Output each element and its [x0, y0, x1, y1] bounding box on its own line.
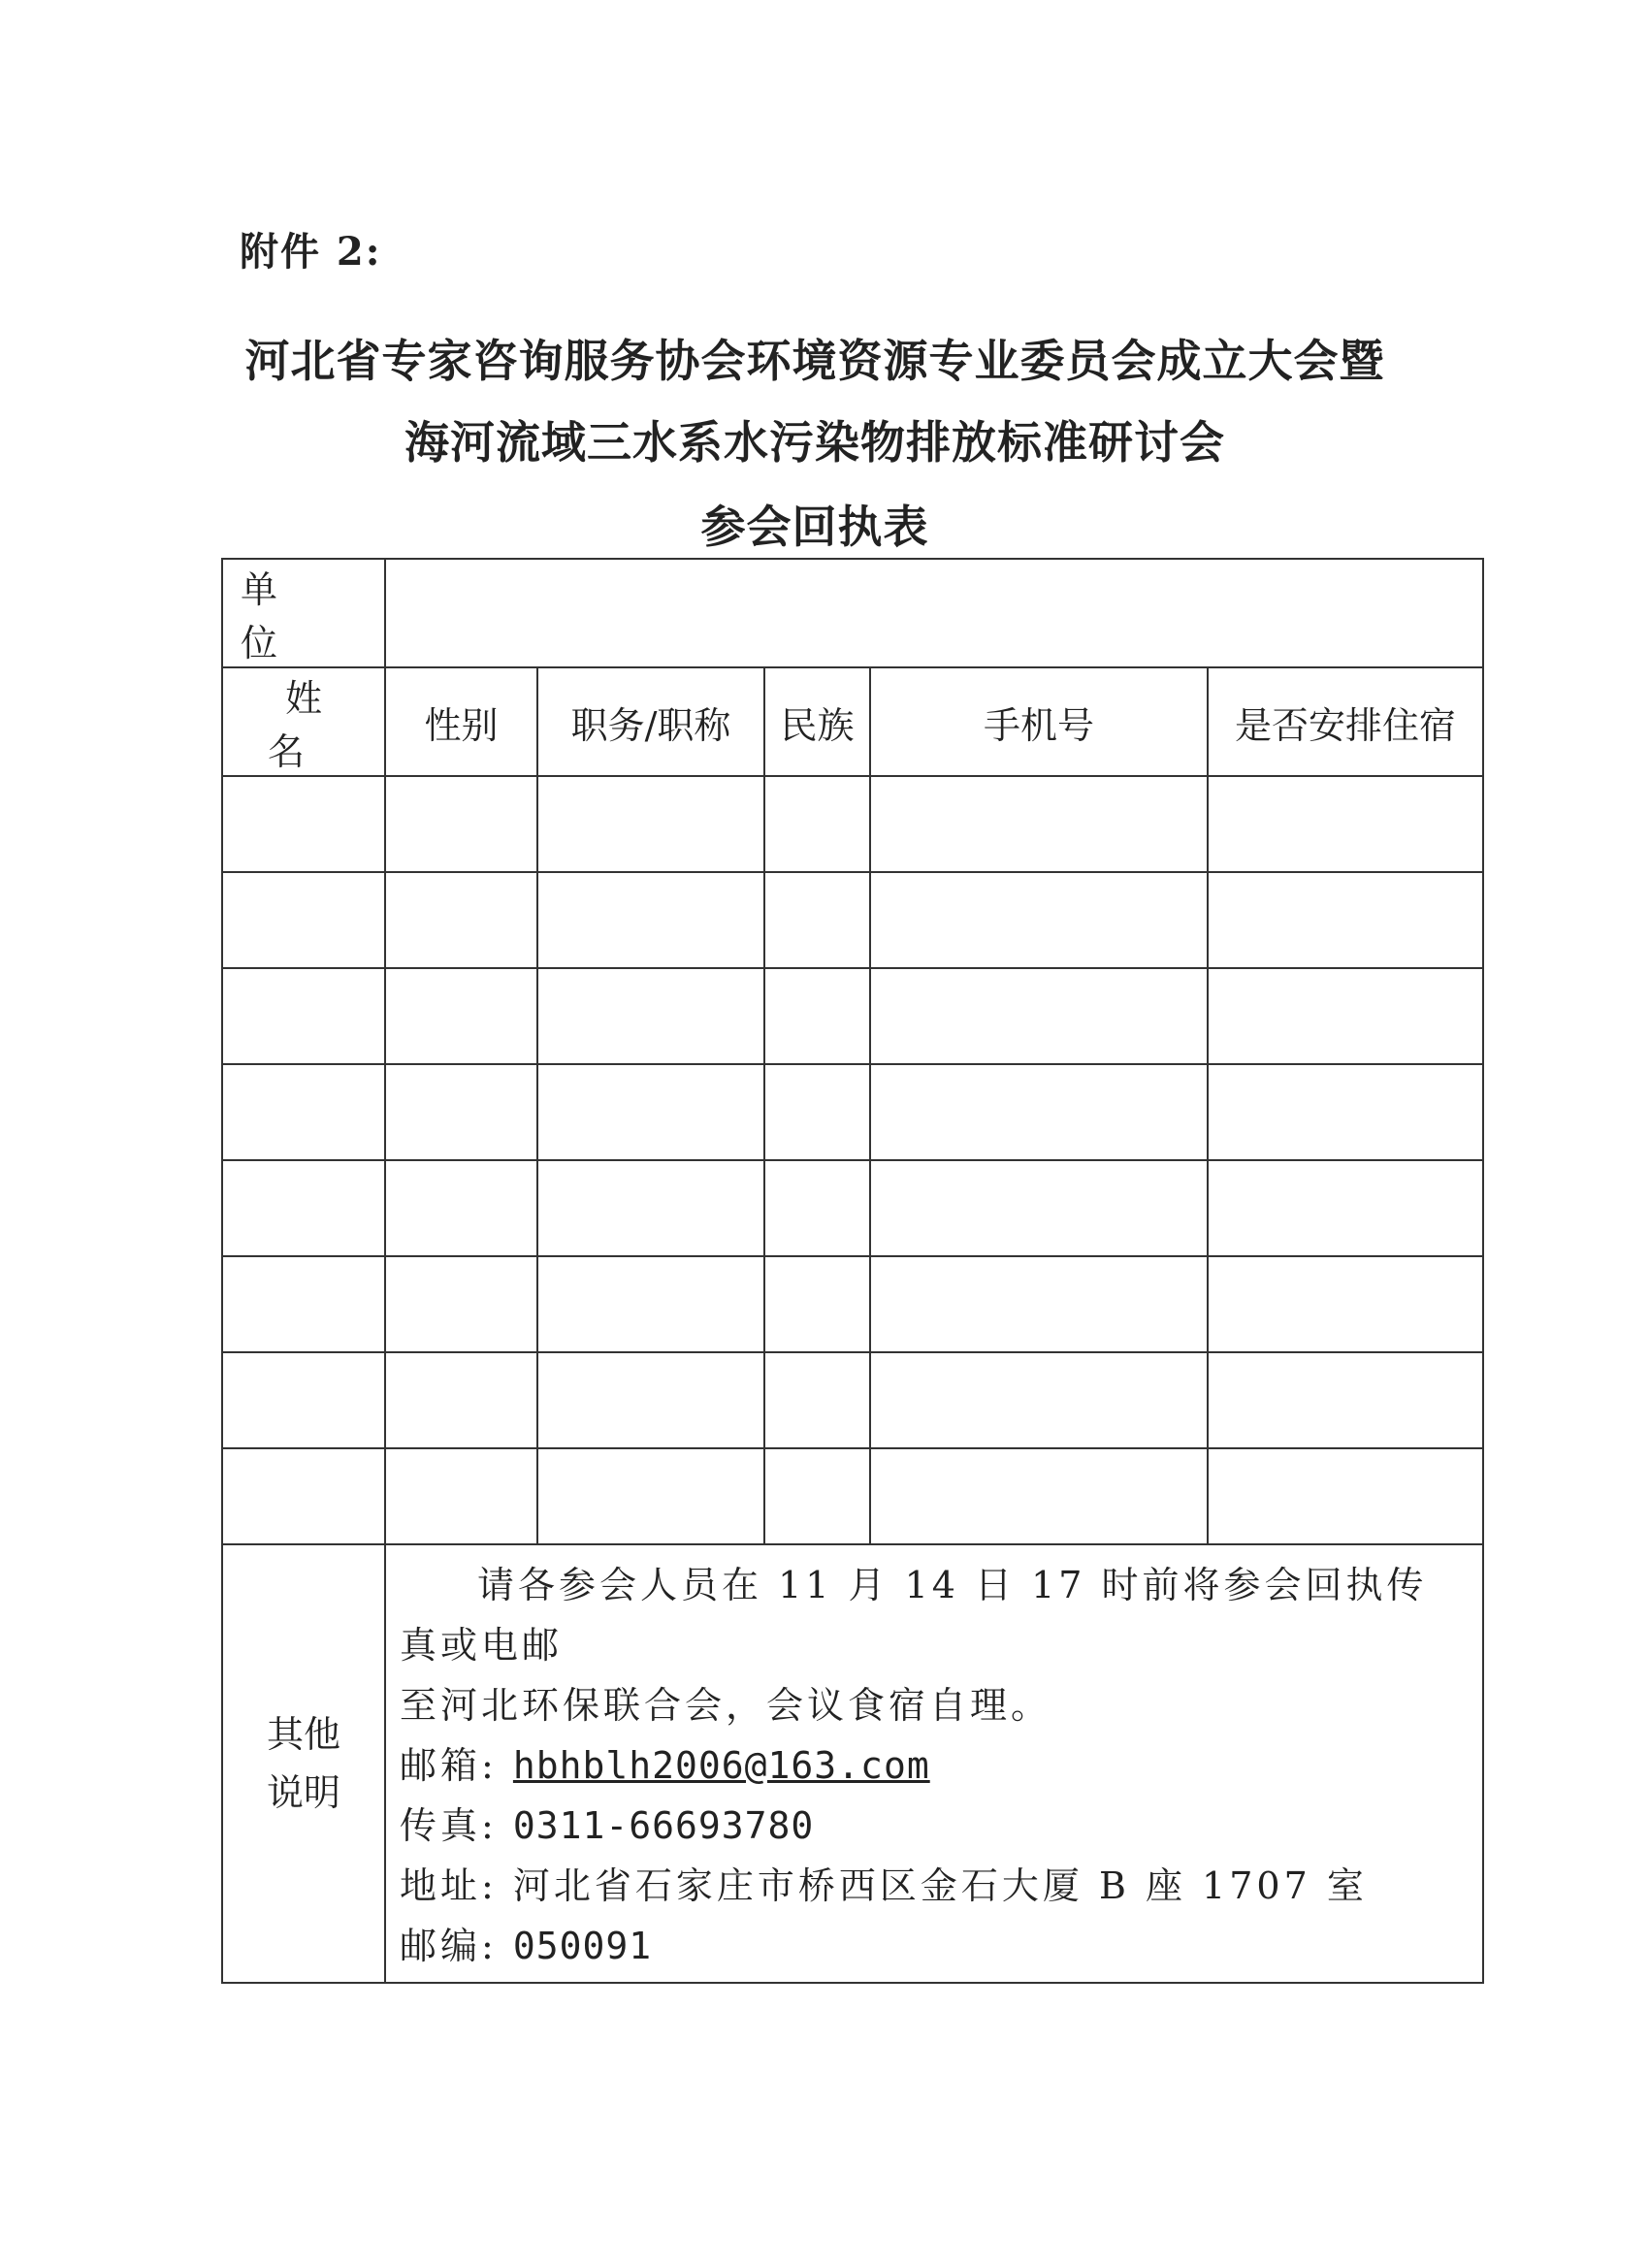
table-row — [222, 968, 1483, 1064]
lodging-field[interactable] — [1208, 968, 1483, 1064]
document-title-line-2: 海河流域三水系水污染物排放标准研讨会 — [404, 416, 1225, 469]
title-field[interactable] — [537, 1448, 764, 1544]
unit-label: 单位 — [222, 559, 385, 667]
notes-paragraph-line-1: 请各参会人员在 11 月 14 日 17 时前将参会回执传真或电邮 — [400, 1564, 1428, 1667]
column-header-lodging: 是否安排住宿 — [1208, 667, 1483, 776]
document-title-line-1: 河北省专家咨询服务协会环境资源专业委员会成立大会暨 — [244, 335, 1385, 387]
title-field[interactable] — [537, 1064, 764, 1160]
gender-field[interactable] — [385, 872, 537, 968]
title-field[interactable] — [537, 1256, 764, 1352]
ethnicity-field[interactable] — [764, 1064, 870, 1160]
name-field[interactable] — [222, 1256, 385, 1352]
lodging-field[interactable] — [1208, 1448, 1483, 1544]
gender-field[interactable] — [385, 1352, 537, 1448]
document-title-line-3: 参会回执表 — [700, 501, 929, 553]
name-field[interactable] — [222, 1448, 385, 1544]
email-link[interactable]: hbhblh2006@163.com — [512, 1744, 930, 1787]
phone-field[interactable] — [870, 1256, 1208, 1352]
lodging-field[interactable] — [1208, 1256, 1483, 1352]
gender-field[interactable] — [385, 1448, 537, 1544]
title-field[interactable] — [537, 1352, 764, 1448]
ethnicity-field[interactable] — [764, 968, 870, 1064]
address-line — [400, 1856, 1467, 1916]
notes-label-line-1: 其他 — [266, 1713, 340, 1756]
gender-field[interactable] — [385, 1256, 537, 1352]
phone-field[interactable] — [870, 1448, 1208, 1544]
name-field[interactable] — [222, 872, 385, 968]
column-header-title: 职务/职称 — [537, 667, 764, 776]
phone-field[interactable] — [870, 1064, 1208, 1160]
phone-field[interactable] — [870, 776, 1208, 872]
phone-field[interactable] — [870, 968, 1208, 1064]
unit-field[interactable] — [385, 559, 1483, 667]
postcode-value: 050091 — [512, 1925, 653, 1967]
email-label: 邮箱: — [400, 1744, 513, 1787]
email-line — [400, 1735, 1467, 1796]
table-row — [222, 1160, 1483, 1256]
notes-content — [385, 1544, 1483, 1983]
gender-field[interactable] — [385, 968, 537, 1064]
name-field[interactable] — [222, 1160, 385, 1256]
phone-field[interactable] — [870, 1160, 1208, 1256]
title-field[interactable] — [537, 776, 764, 872]
attendee-rows — [222, 776, 1483, 1544]
phone-field[interactable] — [870, 872, 1208, 968]
column-header-name: 姓名 — [222, 667, 385, 776]
title-field[interactable] — [537, 1160, 764, 1256]
column-header-gender: 性别 — [385, 667, 537, 776]
fax-number: 0311-66693780 — [512, 1804, 815, 1847]
column-header-ethnicity: 民族 — [764, 667, 870, 776]
ethnicity-field[interactable] — [764, 1160, 870, 1256]
ethnicity-field[interactable] — [764, 1256, 870, 1352]
name-field[interactable] — [222, 1064, 385, 1160]
registration-form-table — [221, 558, 1484, 1984]
table-row — [222, 1064, 1483, 1160]
header-row — [222, 667, 1483, 776]
attachment-label: 附件 2: — [240, 229, 382, 275]
ethnicity-field[interactable] — [764, 1448, 870, 1544]
lodging-field[interactable] — [1208, 1160, 1483, 1256]
table-row — [222, 776, 1483, 872]
table-row — [222, 872, 1483, 968]
lodging-field[interactable] — [1208, 1352, 1483, 1448]
postcode-line — [400, 1916, 1467, 1976]
lodging-field[interactable] — [1208, 872, 1483, 968]
ethnicity-field[interactable] — [764, 872, 870, 968]
name-field[interactable] — [222, 1352, 385, 1448]
lodging-field[interactable] — [1208, 776, 1483, 872]
gender-field[interactable] — [385, 1160, 537, 1256]
table-row — [222, 1256, 1483, 1352]
fax-line — [400, 1796, 1467, 1856]
notes-label-line-2: 说明 — [266, 1771, 340, 1814]
gender-field[interactable] — [385, 1064, 537, 1160]
title-field[interactable] — [537, 968, 764, 1064]
notes-row — [222, 1544, 1483, 1983]
postcode-label: 邮编: — [400, 1925, 513, 1967]
address-value: 河北省石家庄市桥西区金石大厦 B 座 1707 室 — [512, 1864, 1368, 1907]
notes-label — [222, 1544, 385, 1983]
fax-label: 传真: — [400, 1804, 513, 1847]
name-field[interactable] — [222, 968, 385, 1064]
address-label: 地址: — [400, 1864, 513, 1907]
table-row — [222, 1448, 1483, 1544]
title-field[interactable] — [537, 872, 764, 968]
gender-field[interactable] — [385, 776, 537, 872]
table-row — [222, 1352, 1483, 1448]
notes-paragraph-line-2: 至河北环保联合会，会议食宿自理。 — [400, 1684, 1052, 1727]
lodging-field[interactable] — [1208, 1064, 1483, 1160]
column-header-phone: 手机号 — [870, 667, 1208, 776]
phone-field[interactable] — [870, 1352, 1208, 1448]
unit-row — [222, 559, 1483, 667]
ethnicity-field[interactable] — [764, 1352, 870, 1448]
ethnicity-field[interactable] — [764, 776, 870, 872]
name-field[interactable] — [222, 776, 385, 872]
